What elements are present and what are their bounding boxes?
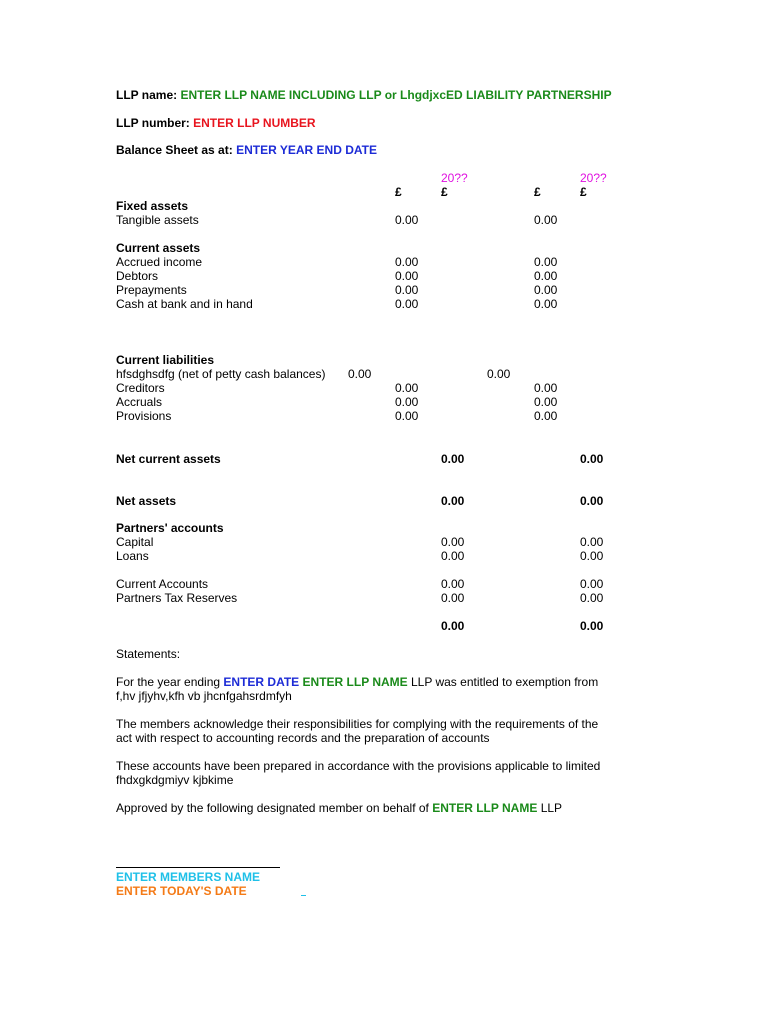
year-2-header[interactable]: 20?? [580, 171, 607, 185]
prepayments-y1: 0.00 [395, 283, 419, 297]
approval-prefix: Approved by the following designated member on behalf of [116, 801, 429, 815]
net-assets-y2: 0.00 [580, 494, 604, 508]
accrued-income-y1: 0.00 [395, 255, 419, 269]
capital-label: Capital [116, 535, 154, 549]
current-accounts-y2: 0.00 [580, 577, 604, 591]
responsibilities-line-1: The members acknowledge their responsibilities for complying with the requirements of the [116, 717, 599, 731]
llp-number-field[interactable]: ENTER LLP NUMBER [193, 116, 316, 130]
statements-heading: Statements: [116, 647, 181, 661]
enter-date-field[interactable]: ENTER DATE [223, 675, 300, 689]
tangible-assets-label: Tangible assets [116, 213, 199, 227]
hfs-label: hfsdghsdfg (net of petty cash balances) [116, 367, 326, 381]
current-accounts-y1: 0.00 [441, 577, 465, 591]
year-end-date-field[interactable]: ENTER YEAR END DATE [236, 143, 377, 157]
provisions-line-2: fhdxgkdgmiyv kjbkime [116, 773, 234, 787]
hfs-y1: 0.00 [348, 367, 372, 381]
responsibilities-paragraph [116, 717, 656, 745]
exemption-paragraph [116, 675, 656, 703]
fixed-assets-heading: Fixed assets [116, 199, 189, 213]
provisions-paragraph [116, 759, 656, 787]
members-name-field[interactable]: ENTER MEMBERS NAME [116, 870, 261, 884]
accruals-y1: 0.00 [395, 395, 419, 409]
creditors-label: Creditors [116, 381, 165, 395]
llp-number-line [116, 116, 316, 130]
provisions-line-1: These accounts have been prepared in accordance with the provisions applicable to limited [116, 759, 601, 773]
llp-number-label: LLP number: [116, 116, 190, 130]
balance-sheet-date-line [116, 143, 377, 157]
exemption-prefix: For the year ending [116, 675, 221, 689]
llp-name-field[interactable]: ENTER LLP NAME INCLUDING LLP or LhgdjxcED LIABILITY PARTNERSHIP [180, 88, 612, 102]
accruals-y2: 0.00 [534, 395, 558, 409]
net-current-assets-y2: 0.00 [580, 452, 604, 466]
cash-at-bank-y2: 0.00 [534, 297, 558, 311]
partners-accounts-heading: Partners' accounts [116, 521, 224, 535]
approval-paragraph [116, 801, 656, 815]
llp-name-line [116, 88, 612, 102]
enter-llp-name-field[interactable]: ENTER LLP NAME [302, 675, 408, 689]
provisions-y2: 0.00 [534, 409, 558, 423]
debtors-y2: 0.00 [534, 269, 558, 283]
prepayments-y2: 0.00 [534, 283, 558, 297]
accruals-label: Accruals [116, 395, 163, 409]
tangible-assets-y2: 0.00 [534, 213, 558, 227]
provisions-label: Provisions [116, 409, 172, 423]
todays-date-field[interactable]: ENTER TODAY'S DATE [116, 884, 247, 898]
partners-total-y2: 0.00 [580, 619, 604, 633]
approval-suffix: LLP [540, 801, 563, 815]
hfs-y2: 0.00 [487, 367, 511, 381]
debtors-label: Debtors [116, 269, 159, 283]
currency-symbol: £ [580, 185, 587, 199]
net-current-assets-y1: 0.00 [441, 452, 465, 466]
exemption-suffix: LLP was entitled to exemption from [411, 675, 599, 689]
cash-at-bank-label: Cash at bank and in hand [116, 297, 253, 311]
loans-label: Loans [116, 549, 149, 563]
tax-reserves-label: Partners Tax Reserves [116, 591, 238, 605]
tax-reserves-y2: 0.00 [580, 591, 604, 605]
provisions-y1: 0.00 [395, 409, 419, 423]
debtors-y1: 0.00 [395, 269, 419, 283]
year-1-header[interactable]: 20?? [441, 171, 468, 185]
currency-symbol: £ [441, 185, 448, 199]
approval-llp-name-field[interactable]: ENTER LLP NAME [432, 801, 538, 815]
capital-y2: 0.00 [580, 535, 604, 549]
net-assets-label: Net assets [116, 494, 177, 508]
current-accounts-label: Current Accounts [116, 577, 209, 591]
cyan-dash-mark [301, 895, 306, 896]
accrued-income-y2: 0.00 [534, 255, 558, 269]
currency-symbol: £ [395, 185, 402, 199]
cash-at-bank-y1: 0.00 [395, 297, 419, 311]
prepayments-label: Prepayments [116, 283, 187, 297]
capital-y1: 0.00 [441, 535, 465, 549]
balance-sheet-label: Balance Sheet as at: [116, 143, 233, 157]
tax-reserves-y1: 0.00 [441, 591, 465, 605]
signature-line [116, 867, 280, 868]
net-current-assets-label: Net current assets [116, 452, 221, 466]
creditors-y1: 0.00 [395, 381, 419, 395]
loans-y1: 0.00 [441, 549, 465, 563]
responsibilities-line-2: act with respect to accounting records and the preparation of accounts [116, 731, 490, 745]
loans-y2: 0.00 [580, 549, 604, 563]
net-assets-y1: 0.00 [441, 494, 465, 508]
exemption-line-2: f,hv jfjyhv,kfh vb jhcnfgahsrdmfyh [116, 689, 292, 703]
currency-symbol: £ [534, 185, 541, 199]
tangible-assets-y1: 0.00 [395, 213, 419, 227]
current-liabilities-heading: Current liabilities [116, 353, 215, 367]
current-assets-heading: Current assets [116, 241, 201, 255]
accrued-income-label: Accrued income [116, 255, 203, 269]
llp-name-label: LLP name: [116, 88, 178, 102]
partners-total-y1: 0.00 [441, 619, 465, 633]
creditors-y2: 0.00 [534, 381, 558, 395]
